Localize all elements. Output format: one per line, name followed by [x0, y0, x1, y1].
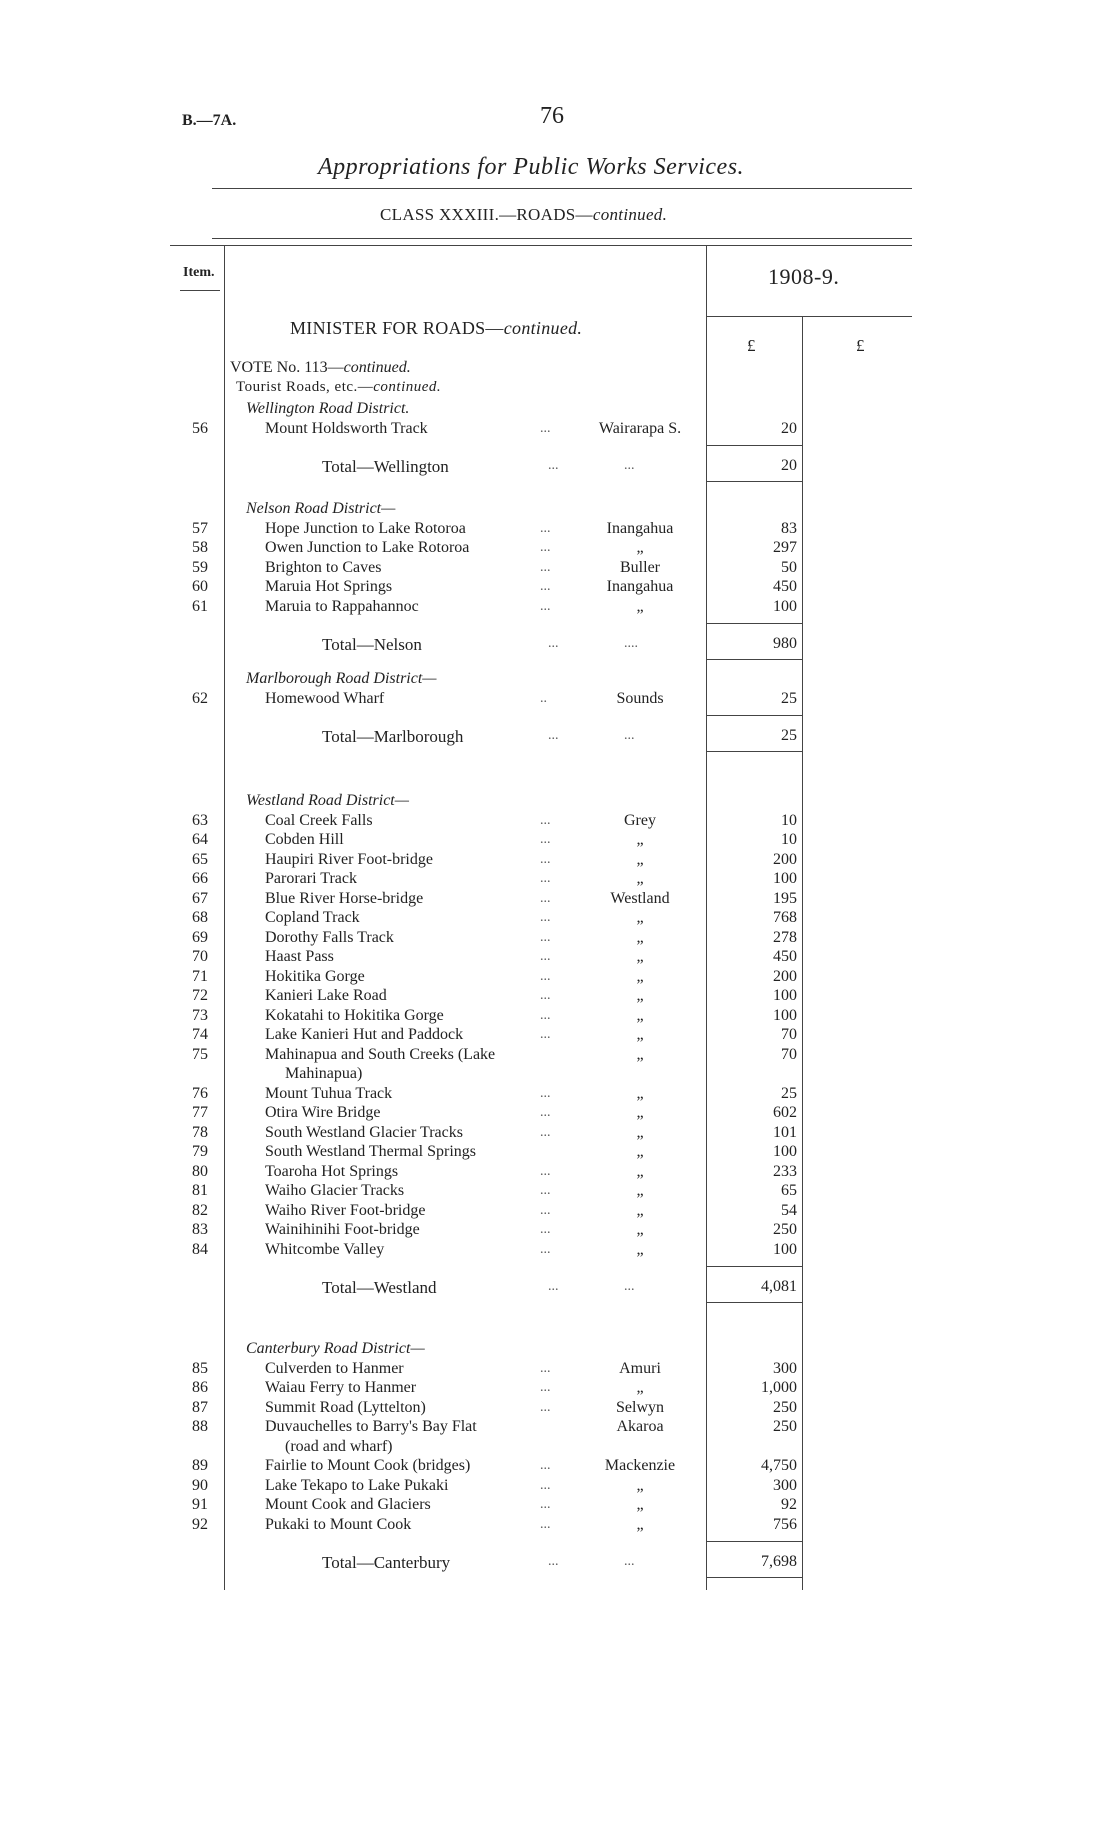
leader-dots: ... [540, 540, 551, 555]
item-description: Lake Tekapo to Lake Pukaki [265, 1476, 449, 1494]
item-number: 57 [192, 519, 208, 537]
leader-dots: ... [624, 1554, 635, 1569]
item-number: 66 [192, 870, 208, 887]
electorate: „ [636, 1515, 644, 1533]
item-amount: 10 [781, 811, 797, 829]
item-amount: 1,000 [761, 1379, 797, 1396]
electorate: „ [636, 987, 644, 1004]
electorate: „ [636, 1162, 644, 1180]
leader-dots: ... [540, 1458, 551, 1473]
electorate: „ [636, 1026, 644, 1043]
item-amount: 65 [781, 1182, 797, 1199]
item-description: Toaroha Hot Springs [265, 1162, 399, 1180]
electorate: „ [636, 1379, 644, 1396]
district-total-label: Total—Nelson [322, 635, 422, 654]
item-description: Mount Cook and Glaciers [265, 1496, 431, 1513]
item-number: 79 [192, 1143, 208, 1160]
leader-dots: ... [540, 968, 551, 984]
leader-dots: ... [540, 949, 551, 964]
leader-dots: ... [548, 636, 559, 651]
item-number: 71 [192, 967, 208, 985]
item-description: Mahinapua and South Creeks (Lake [265, 1045, 496, 1063]
item-number: 81 [192, 1182, 208, 1199]
leader-dots: ... [540, 1399, 551, 1415]
year-header-rule [706, 316, 912, 317]
item-number: 56 [192, 419, 208, 437]
item-amount: 10 [781, 831, 797, 848]
district-heading: Nelson Road District— [246, 500, 396, 517]
leader-dots: ... [540, 988, 551, 1003]
leader-dots: ... [540, 890, 551, 906]
total-underline [706, 1577, 802, 1578]
leader-dots: ... [540, 1183, 551, 1198]
item-amount: 20 [781, 419, 797, 437]
electorate: Amuri [619, 1359, 661, 1377]
leader-dots: ... [540, 871, 551, 886]
class-heading: CLASS XXXIII.—ROADS—continued. [380, 205, 668, 224]
electorate: Grey [624, 811, 656, 829]
leader-dots: ... [540, 832, 551, 847]
item-description: Culverden to Hanmer [265, 1359, 404, 1377]
item-amount: 200 [773, 967, 797, 985]
item-number: 72 [192, 987, 208, 1004]
item-description: Cobden Hill [265, 831, 344, 848]
leader-dots: ... [624, 458, 635, 473]
item-header-rule [180, 290, 220, 291]
item-amount: 25 [781, 689, 797, 707]
document-code: B.—7A. [182, 112, 237, 129]
electorate: Selwyn [616, 1398, 664, 1416]
electorate: „ [636, 967, 644, 985]
item-number: 78 [192, 1123, 208, 1141]
leader-dots: ... [540, 1027, 551, 1042]
subtotal-rule [706, 1541, 802, 1542]
item-number: 84 [192, 1240, 208, 1258]
electorate: Buller [620, 558, 660, 576]
item-amount: 450 [773, 948, 797, 965]
subtotal-rule [706, 1266, 802, 1267]
item-description: South Westland Glacier Tracks [265, 1123, 463, 1141]
leader-dots: ... [540, 1477, 551, 1493]
item-number: 65 [192, 850, 208, 868]
item-amount: 100 [773, 597, 797, 615]
item-description: Haast Pass [265, 948, 334, 965]
item-description: Kanieri Lake Road [265, 987, 387, 1004]
electorate: „ [636, 1476, 644, 1494]
electorate: Akaroa [616, 1418, 664, 1435]
item-amount: 70 [781, 1026, 797, 1043]
electorate: „ [636, 1104, 644, 1121]
electorate: Wairarapa S. [598, 419, 682, 437]
subtotal-rule [706, 445, 802, 446]
item-amount: 100 [773, 870, 797, 887]
item-description: Owen Junction to Lake Rotoroa [265, 539, 470, 556]
item-amount: 54 [781, 1201, 797, 1219]
subtotal-rule [706, 715, 802, 716]
item-number: 64 [192, 831, 208, 848]
item-amount: 101 [773, 1123, 797, 1141]
item-description: Hope Junction to Lake Rotoroa [265, 519, 466, 537]
item-description: Waiho River Foot-bridge [265, 1201, 426, 1219]
item-amount: 92 [781, 1496, 797, 1513]
leader-dots: ... [540, 1380, 551, 1395]
item-number: 69 [192, 928, 208, 946]
electorate: „ [636, 1201, 644, 1219]
item-column-header: Item. [183, 265, 215, 280]
leader-dots: ... [540, 929, 551, 945]
year-column-header: 1908-9. [768, 264, 840, 289]
item-description: Kokatahi to Hokitika Gorge [265, 1006, 444, 1024]
item-number: 82 [192, 1201, 208, 1219]
electorate: „ [636, 597, 644, 615]
page-number: 76 [540, 103, 564, 129]
leader-dots: ... [540, 579, 551, 594]
item-amount: 100 [773, 1143, 797, 1160]
item-amount: 300 [773, 1476, 797, 1494]
item-description-continued: Mahinapua) [285, 1065, 363, 1082]
electorate: Inangahua [606, 519, 674, 537]
leader-dots: ... [540, 1222, 551, 1237]
item-number: 92 [192, 1515, 208, 1533]
item-number: 76 [192, 1084, 208, 1102]
district-heading: Westland Road District— [246, 792, 409, 809]
item-description: Wainihinihi Foot-bridge [265, 1221, 420, 1238]
item-description: Blue River Horse-bridge [265, 889, 424, 907]
item-number: 83 [192, 1221, 208, 1238]
item-number: 85 [192, 1359, 208, 1377]
item-description: Pukaki to Mount Cook [265, 1515, 412, 1533]
item-description: Coal Creek Falls [265, 811, 373, 829]
item-amount: 50 [781, 558, 797, 576]
leader-dots: .. [540, 690, 547, 706]
electorate: „ [636, 870, 644, 887]
tourist-roads-heading: Tourist Roads, etc.—continued. [236, 379, 442, 395]
item-amount: 70 [781, 1045, 797, 1063]
electorate: Sounds [616, 689, 664, 707]
leader-dots: ... [540, 1085, 551, 1101]
item-amount: 450 [773, 578, 797, 595]
minister-heading: MINISTER FOR ROADS—continued. [290, 318, 583, 338]
item-number: 68 [192, 909, 208, 926]
item-number: 61 [192, 597, 208, 615]
leader-dots: ... [548, 1554, 559, 1569]
electorate: „ [636, 831, 644, 848]
item-description-continued: (road and wharf) [285, 1437, 393, 1455]
item-amount: 250 [773, 1221, 797, 1238]
electorate: „ [636, 1006, 644, 1024]
electorate: „ [636, 1496, 644, 1513]
district-total-amount: 20 [781, 457, 797, 474]
item-description: Duvauchelles to Barry's Bay Flat [265, 1418, 477, 1435]
item-amount: 278 [773, 928, 797, 946]
leader-dots: ... [540, 851, 551, 867]
leader-dots: ... [540, 1360, 551, 1376]
item-number: 87 [192, 1398, 208, 1416]
subtotal-rule [706, 623, 802, 624]
leader-dots: ... [540, 1124, 551, 1140]
electorate: „ [636, 1240, 644, 1258]
electorate: Westland [610, 889, 670, 907]
leader-dots: ... [548, 728, 559, 743]
item-amount: 100 [773, 1240, 797, 1258]
district-total-label: Total—Canterbury [322, 1553, 451, 1572]
item-amount: 4,750 [761, 1457, 797, 1474]
total-underline [706, 659, 802, 660]
leader-dots: ... [540, 1497, 551, 1512]
electorate: „ [636, 1221, 644, 1238]
item-description: Copland Track [265, 909, 360, 926]
item-description: Otira Wire Bridge [265, 1104, 381, 1121]
class-rule [212, 238, 912, 239]
item-description: Hokitika Gorge [265, 967, 365, 985]
item-number: 88 [192, 1418, 208, 1435]
item-number: 58 [192, 539, 208, 556]
district-total-label: Total—Westland [322, 1278, 437, 1297]
item-description: Maruia to Rappahannoc [265, 597, 419, 615]
item-amount: 195 [773, 889, 797, 907]
item-number: 67 [192, 889, 208, 907]
leader-dots: ... [540, 1516, 551, 1532]
total-underline [706, 751, 802, 752]
item-column-rule [224, 245, 225, 1590]
item-description: Haupiri River Foot-bridge [265, 850, 433, 868]
item-amount: 602 [773, 1104, 797, 1121]
leader-dots: ... [624, 728, 635, 743]
leader-dots: ... [540, 1202, 551, 1218]
table-top-rule [170, 245, 912, 246]
leader-dots: ... [540, 812, 551, 828]
electorate: „ [636, 1084, 644, 1102]
leader-dots: ... [540, 1241, 551, 1257]
item-description: Parorari Track [265, 870, 357, 887]
electorate: „ [636, 1182, 644, 1199]
item-description: Mount Holdsworth Track [265, 419, 428, 437]
item-amount: 25 [781, 1084, 797, 1102]
item-description: Homewood Wharf [265, 689, 385, 707]
electorate: „ [636, 948, 644, 965]
leader-dots: ... [540, 910, 551, 925]
item-number: 89 [192, 1457, 208, 1474]
item-description: Dorothy Falls Track [265, 928, 394, 946]
leader-dots: ... [540, 1007, 551, 1023]
item-amount: 300 [773, 1359, 797, 1377]
leader-dots: ... [540, 420, 551, 436]
leader-dots: ... [540, 559, 551, 575]
item-amount: 768 [773, 909, 797, 926]
item-number: 75 [192, 1045, 208, 1063]
item-description: Brighton to Caves [265, 558, 382, 576]
item-amount: 756 [773, 1515, 797, 1533]
item-description: Fairlie to Mount Cook (bridges) [265, 1457, 471, 1474]
electorate: „ [636, 850, 644, 868]
item-number: 80 [192, 1162, 208, 1180]
electorate: „ [636, 1143, 644, 1160]
item-amount: 100 [773, 1006, 797, 1024]
leader-dots: ... [548, 458, 559, 473]
item-number: 86 [192, 1379, 208, 1396]
item-amount: 250 [773, 1418, 797, 1435]
item-description: Lake Kanieri Hut and Paddock [265, 1026, 464, 1043]
district-total-amount: 7,698 [761, 1553, 797, 1570]
electorate: Inangahua [606, 578, 674, 595]
district-heading: Canterbury Road District— [246, 1340, 425, 1357]
item-description: South Westland Thermal Springs [265, 1143, 476, 1160]
item-amount: 297 [773, 539, 797, 556]
district-total-label: Total—Wellington [322, 457, 449, 476]
item-amount: 233 [773, 1162, 797, 1180]
item-amount: 100 [773, 987, 797, 1004]
district-heading: Wellington Road District. [246, 400, 410, 417]
item-number: 90 [192, 1476, 208, 1494]
item-description: Summit Road (Lyttelton) [265, 1398, 426, 1416]
electorate: „ [636, 1045, 644, 1063]
item-number: 62 [192, 689, 208, 707]
electorate: „ [636, 909, 644, 926]
leader-dots: ... [540, 1105, 551, 1120]
leader-dots: .... [624, 636, 638, 651]
item-number: 70 [192, 948, 208, 965]
item-amount: 250 [773, 1398, 797, 1416]
total-underline [706, 1302, 802, 1303]
item-description: Mount Tuhua Track [265, 1084, 393, 1102]
district-total-amount: 980 [773, 635, 797, 652]
electorate: „ [636, 928, 644, 946]
item-description: Maruia Hot Springs [265, 578, 393, 595]
item-amount: 200 [773, 850, 797, 868]
district-heading: Marlborough Road District— [246, 670, 437, 687]
amount-left-rule [706, 245, 707, 1590]
page-title: Appropriations for Public Works Services. [318, 154, 745, 180]
item-description: Whitcombe Valley [265, 1240, 385, 1258]
item-description: Waiho Glacier Tracks [265, 1182, 405, 1199]
pound-sign-1: £ [747, 336, 756, 355]
total-underline [706, 481, 802, 482]
item-number: 60 [192, 578, 208, 595]
vote-heading: VOTE No. 113—continued. [230, 359, 411, 376]
amount-mid-rule [802, 316, 803, 1590]
leader-dots: ... [540, 1163, 551, 1179]
electorate: Mackenzie [604, 1457, 676, 1474]
leader-dots: ... [540, 598, 551, 614]
item-number: 73 [192, 1006, 208, 1024]
title-rule [212, 188, 912, 189]
item-number: 91 [192, 1496, 208, 1513]
item-description: Waiau Ferry to Hanmer [265, 1379, 417, 1396]
item-number: 77 [192, 1104, 208, 1121]
district-total-label: Total—Marlborough [322, 727, 464, 746]
electorate: „ [636, 1123, 644, 1141]
leader-dots: ... [624, 1279, 635, 1294]
item-number: 74 [192, 1026, 208, 1043]
item-number: 59 [192, 558, 208, 576]
leader-dots: ... [540, 520, 551, 536]
district-total-amount: 25 [781, 727, 797, 744]
electorate: „ [636, 539, 644, 556]
item-number: 63 [192, 811, 208, 829]
pound-sign-2: £ [856, 336, 865, 355]
leader-dots: ... [548, 1279, 559, 1294]
item-amount: 83 [781, 519, 797, 537]
district-total-amount: 4,081 [761, 1278, 797, 1295]
